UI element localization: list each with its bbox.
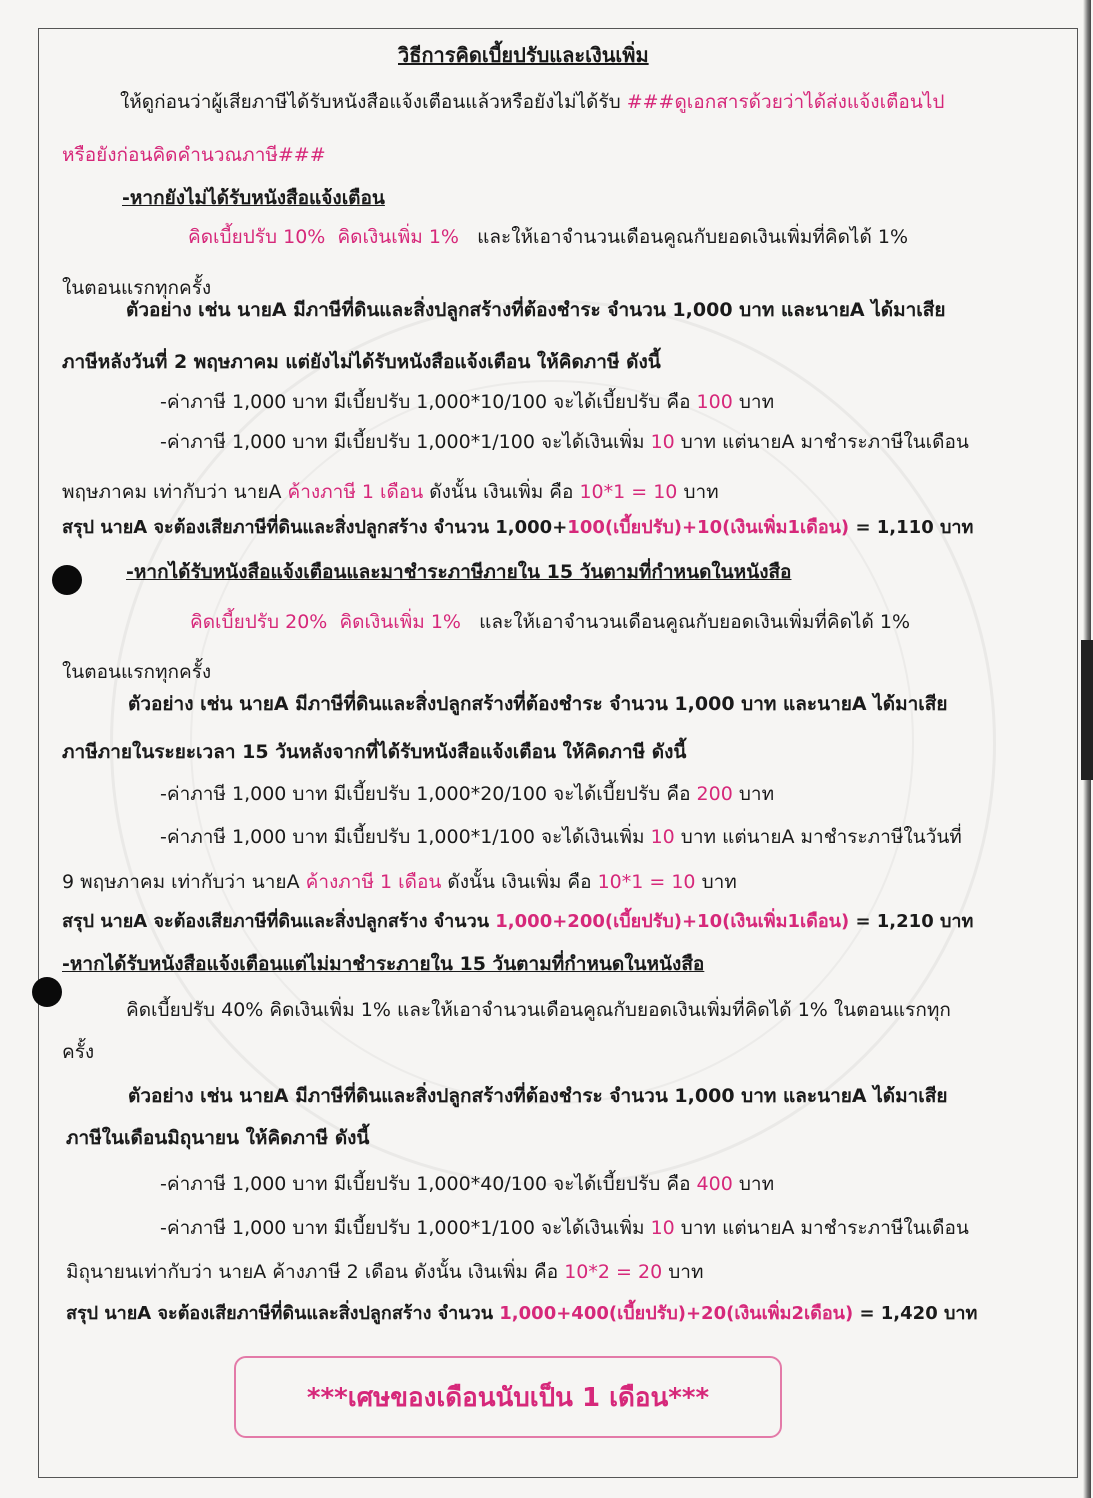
case1-calc-penalty — [160, 390, 774, 414]
text-segment: บาท — [662, 1261, 704, 1283]
case2-example-cont: ภาษีภายในระยะเวลา 15 วันหลังจากที่ได้รับหนังสือแจ้งเตือน ให้คิดภาษี ดังนี้ — [62, 741, 687, 763]
case3-rule: คิดเบี้ยปรับ 40% คิดเงินเพิ่ม 1% และให้เอาจำนวนเดือนคูณกับยอดเงินเพิ่มที่คิดได้ 1% ในตอนแรกทุก — [126, 999, 951, 1021]
case2-example: ตัวอย่าง เช่น นายA มีภาษีที่ดินและสิ่งปลูกสร้างที่ต้องชำระ จำนวน 1,000 บาท และนายA ได้มาเสีย — [128, 693, 948, 715]
case1-example-cont: ภาษีหลังวันที่ 2 พฤษภาคม แต่ยังไม่ได้รับหนังสือแจ้งเตือน ให้คิดภาษี ดังนี้ — [62, 351, 661, 373]
case1-calc-months — [62, 480, 719, 504]
text-segment: -ค่าภาษี 1,000 บาท มีเบี้ยปรับ 1,000*20/100 จะได้เบี้ยปรับ คือ — [160, 783, 697, 805]
text-segment: = 1,110 บาท — [849, 517, 974, 538]
text-segment: บาท — [732, 1173, 775, 1195]
punch-hole-icon — [32, 977, 62, 1007]
case1-heading: -หากยังไม่ได้รับหนังสือแจ้งเตือน — [122, 187, 385, 209]
case1-rate-surcharge: คิดเงินเพิ่ม 1% — [337, 226, 459, 248]
text-segment: ดังนั้น เงินเพิ่ม คือ — [423, 481, 580, 503]
text-segment: 100 — [696, 391, 733, 413]
page-title: วิธีการคิดเบี้ยปรับและเงินเพิ่ม — [398, 43, 649, 67]
case2-calc-penalty — [160, 782, 774, 806]
intro-line — [120, 90, 944, 114]
text-segment: -ค่าภาษี 1,000 บาท มีเบี้ยปรับ 1,000*1/100 จะได้เงินเพิ่ม — [160, 826, 651, 848]
footer-note-box — [234, 1356, 782, 1438]
text-segment: 10*1 = 10 — [597, 871, 696, 893]
text-segment: 100(เบี้ยปรับ)+10(เงินเพิ่ม1เดือน) — [567, 517, 850, 538]
text-segment: 10*2 = 20 — [564, 1261, 663, 1283]
text-segment: 400 — [696, 1173, 733, 1195]
text-segment: ค้างภาษี 1 เดือน — [287, 481, 424, 503]
case3-calc-months — [66, 1260, 703, 1284]
case3-example: ตัวอย่าง เช่น นายA มีภาษีที่ดินและสิ่งปลูกสร้างที่ต้องชำระ จำนวน 1,000 บาท และนายA ได้มาเสีย — [128, 1085, 948, 1107]
text-segment: -ค่าภาษี 1,000 บาท มีเบี้ยปรับ 1,000*1/100 จะได้เงินเพิ่ม — [160, 431, 651, 453]
intro-text: ให้ดูก่อนว่าผู้เสียภาษีได้รับหนังสือแจ้งเตือนแล้วหรือยังไม่ได้รับ — [120, 91, 627, 113]
punch-hole-icon — [52, 565, 82, 595]
text-segment: สรุป นายA จะต้องเสียภาษีที่ดินและสิ่งปลูกสร้าง จำนวน 1,000+ — [62, 517, 568, 538]
text-segment: บาท — [732, 783, 775, 805]
text-segment: 1,000+400(เบี้ยปรับ)+20(เงินเพิ่ม2เดือน) — [499, 1303, 854, 1324]
case3-heading: -หากได้รับหนังสือแจ้งเตือนแต่ไม่มาชำระภายใน 15 วันตามที่กำหนดในหนังสือ — [62, 953, 705, 975]
intro-note: ###ดูเอกสารด้วยว่าได้ส่งแจ้งเตือนไป — [626, 91, 945, 113]
binder-clip — [1081, 640, 1093, 780]
text-segment: บาท แต่นายA มาชำระภาษีในเดือน — [674, 431, 969, 453]
text-segment: 10 — [650, 826, 675, 848]
intro-note-cont: หรือยังก่อนคิดคำนวณภาษี### — [62, 144, 326, 166]
text-segment: 10 — [650, 431, 675, 453]
case2-calc-surcharge — [160, 825, 962, 849]
case1-summary — [62, 516, 973, 540]
text-segment: บาท — [695, 871, 737, 893]
case2-calc-months — [62, 870, 737, 894]
text-segment: 200 — [696, 783, 733, 805]
text-segment: บาท แต่นายA มาชำระภาษีในเดือน — [674, 1217, 969, 1239]
case3-rule-cont: ครั้ง — [62, 1041, 95, 1063]
case3-example-cont: ภาษีในเดือนมิถุนายน ให้คิดภาษี ดังนี้ — [66, 1127, 370, 1149]
text-segment: 10*1 = 10 — [579, 481, 678, 503]
case1-rule — [188, 225, 908, 249]
case3-calc-penalty — [160, 1172, 774, 1196]
text-segment: 10 — [650, 1217, 675, 1239]
text-segment: บาท แต่นายA มาชำระภาษีในวันที่ — [674, 826, 962, 848]
text-segment: บาท — [677, 481, 719, 503]
text-segment: -ค่าภาษี 1,000 บาท มีเบี้ยปรับ 1,000*1/100 จะได้เงินเพิ่ม — [160, 1217, 651, 1239]
text-segment: ค้างภาษี 1 เดือน — [305, 871, 442, 893]
text-segment: -ค่าภาษี 1,000 บาท มีเบี้ยปรับ 1,000*40/100 จะได้เบี้ยปรับ คือ — [160, 1173, 697, 1195]
case3-calc-surcharge — [160, 1216, 969, 1240]
text-segment: = 1,420 บาท — [853, 1303, 978, 1324]
text-segment: = 1,210 บาท — [849, 911, 974, 932]
case2-rule-text: และให้เอาจำนวนเดือนคูณกับยอดเงินเพิ่มที่คิดได้ 1% — [479, 611, 910, 633]
text-segment: 1,000+200(เบี้ยปรับ)+10(เงินเพิ่ม1เดือน) — [495, 911, 850, 932]
text-segment: -ค่าภาษี 1,000 บาท มีเบี้ยปรับ 1,000*10/100 จะได้เบี้ยปรับ คือ — [160, 391, 697, 413]
case1-calc-surcharge — [160, 430, 969, 454]
text-segment: สรุป นายA จะต้องเสียภาษีที่ดินและสิ่งปลูกสร้าง จำนวน — [62, 911, 496, 932]
text-segment: พฤษภาคม เท่ากับว่า นายA — [62, 481, 288, 503]
case3-summary — [66, 1302, 977, 1326]
case2-rate-penalty: คิดเบี้ยปรับ 20% — [190, 611, 328, 633]
text-segment: บาท — [732, 391, 775, 413]
case2-rate-surcharge: คิดเงินเพิ่ม 1% — [339, 611, 461, 633]
case1-example: ตัวอย่าง เช่น นายA มีภาษีที่ดินและสิ่งปลูกสร้างที่ต้องชำระ จำนวน 1,000 บาท และนายA ได้มาเสีย — [126, 299, 946, 321]
case1-rule-cont: ในตอนแรกทุกครั้ง — [62, 277, 212, 299]
text-segment: ดังนั้น เงินเพิ่ม คือ — [441, 871, 598, 893]
text-segment: 9 พฤษภาคม เท่ากับว่า นายA — [62, 871, 306, 893]
footer-note: ***เศษของเดือนนับเป็น 1 เดือน*** — [306, 1382, 710, 1413]
text-segment: สรุป นายA จะต้องเสียภาษีที่ดินและสิ่งปลูกสร้าง จำนวน — [66, 1303, 500, 1324]
case2-summary — [62, 910, 973, 934]
text-segment: มิถุนายนเท่ากับว่า นายA ค้างภาษี 2 เดือน ดังนั้น เงินเพิ่ม คือ — [66, 1261, 565, 1283]
case2-rule-cont: ในตอนแรกทุกครั้ง — [62, 661, 212, 683]
case1-rule-text: และให้เอาจำนวนเดือนคูณกับยอดเงินเพิ่มที่คิดได้ 1% — [477, 226, 908, 248]
case2-rule — [190, 610, 910, 634]
case2-heading: -หากได้รับหนังสือแจ้งเตือนและมาชำระภาษีภายใน 15 วันตามที่กำหนดในหนังสือ — [126, 561, 792, 583]
case1-rate-penalty: คิดเบี้ยปรับ 10% — [188, 226, 326, 248]
